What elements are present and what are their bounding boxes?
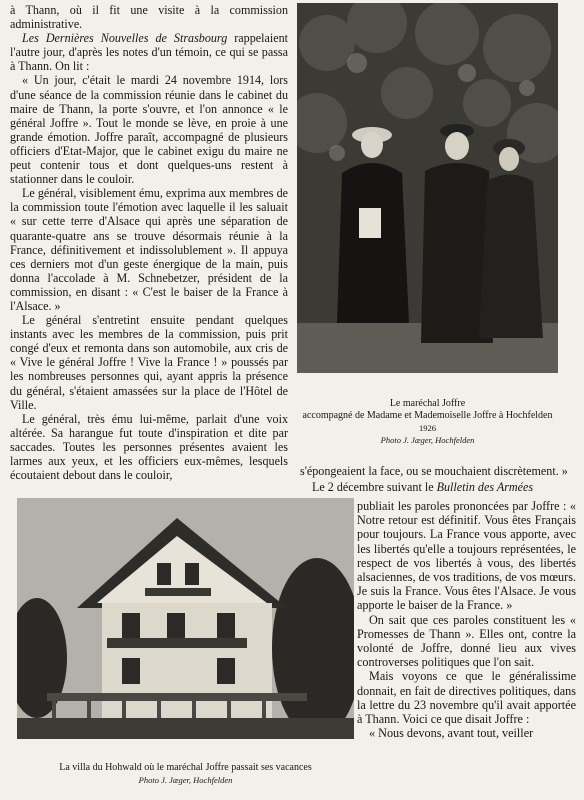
caption-title: Le maréchal Joffre <box>389 398 466 409</box>
paragraph: Le général, très ému lui-même, parlait d'une voix altérée. Sa harangue fut toute d'inspiration et dite par saccades. Toutes les personnes présentes avaient les larmes aux yeux, et les officiers eux-mêmes, lesquels écoutaient debout dans le couloir, <box>10 411 288 483</box>
photo-credit: Photo J. Jæger, Hochfelden <box>138 775 233 785</box>
continued-text <box>300 464 576 478</box>
paragraph: à Thann, où il fit une visite à la commission administrative. <box>10 3 288 32</box>
paragraph <box>300 480 576 494</box>
paragraph: On sait que ces paroles constituent les « Promesses de Thann ». Elles ont, contre la volonté de Joffre, donné lieu aux vives controverses politiques que l'on sait. <box>357 612 576 670</box>
caption-title: La villa du Hohwald où le maréchal Joffre passait ses vacances <box>59 762 312 773</box>
paragraph: Le général, visiblement ému, exprima aux membres de la commission toute l'émotion avec laquelle il les saluait « sur cette terre d'Alsace qui après une séparation de quarante-quatre ans se trouve désormais réunie à la France, définitivement et indissolublement ». Il appuya ces derniers mot d'un geste énergique de la main, puis donna l'accolade à M. Schnebetzer, président de la commission, en disant : « C'est le baiser de la France à l'Alsace. » <box>10 186 288 313</box>
photo-caption-villa <box>17 762 354 786</box>
paragraph: « Nous devons, avant tout, veiller <box>369 726 534 741</box>
photo-joffre-family <box>297 3 558 373</box>
paragraph: publiait les paroles prononcées par Joffre : « Notre retour est définitif. Vous êtes Français pour toujours. La France vous apporte, avec les libertés qu'elle a toujours représentées, le respect de vos libertés à vous, des libertés alsaciennes, de vos traditions, de vos mœurs. Je suis la France. Vous êtes l'Alsace. Je vous apporte le baiser de la France. » <box>357 499 576 613</box>
left-text-column <box>10 3 288 482</box>
paragraph <box>10 31 288 73</box>
paragraph: s'épongeaient la face, ou se mouchaient discrètement. » <box>300 464 568 478</box>
paragraph: « Un jour, c'était le mardi 24 novembre 1914, lors d'une séance de la commission réunie dans le cabinet du maire de Thann, la porte s'ouvre, et l'on annonce « le général Joffre ». Tout le monde se lève, en proie à une grande émotion. Joffre paraît, accompagné de plusieurs officiers d'Etat-Major, que le cabinet exigu du maire ne peut contenir tous et dont quelques-uns restent à stationner dans le couloir. <box>10 73 288 187</box>
bulletin-title: Bulletin des Armées <box>436 480 534 494</box>
photo-joffre-image <box>297 3 558 373</box>
newspaper-title: Les Dernières Nouvelles de Strasbourg <box>22 31 228 46</box>
paragraph-text: rappelaient l'autre jour, d'après les notes d'un témoin, ce qui se passa à Thann. On lit : <box>10 31 288 74</box>
bulletin-intro <box>300 480 576 494</box>
paragraph: Mais voyons ce que le généralissime donnait, en fait de directives politiques, dans la lettre du 23 novembre qu'il avait apportée à Thann. Voici ce que disait Joffre : <box>357 669 576 727</box>
caption-year: 1926 <box>419 423 436 433</box>
photo-villa-image <box>17 498 354 739</box>
photo-caption-joffre <box>297 398 558 446</box>
right-text-column <box>357 499 576 740</box>
photo-villa-hohwald <box>17 498 354 739</box>
paragraph-text: Le 2 décembre suivant le <box>312 480 437 494</box>
paragraph: Le général s'entretint ensuite pendant quelques instants avec les membres de la commission, puis prit congé d'eux et remonta dans son automobile, aux cris de « Vive le général Joffre ! Vive la France ! » poussés par les nombreuses personnes qui, ayant appris la présence du général, s'étaient amassées sur la place de l'Hôtel de Ville. <box>10 313 288 412</box>
caption-description: accompagné de Madame et Mademoiselle Joffre à Hochfelden <box>302 410 553 421</box>
photo-credit: Photo J. Jæger, Hochfelden <box>380 435 475 445</box>
